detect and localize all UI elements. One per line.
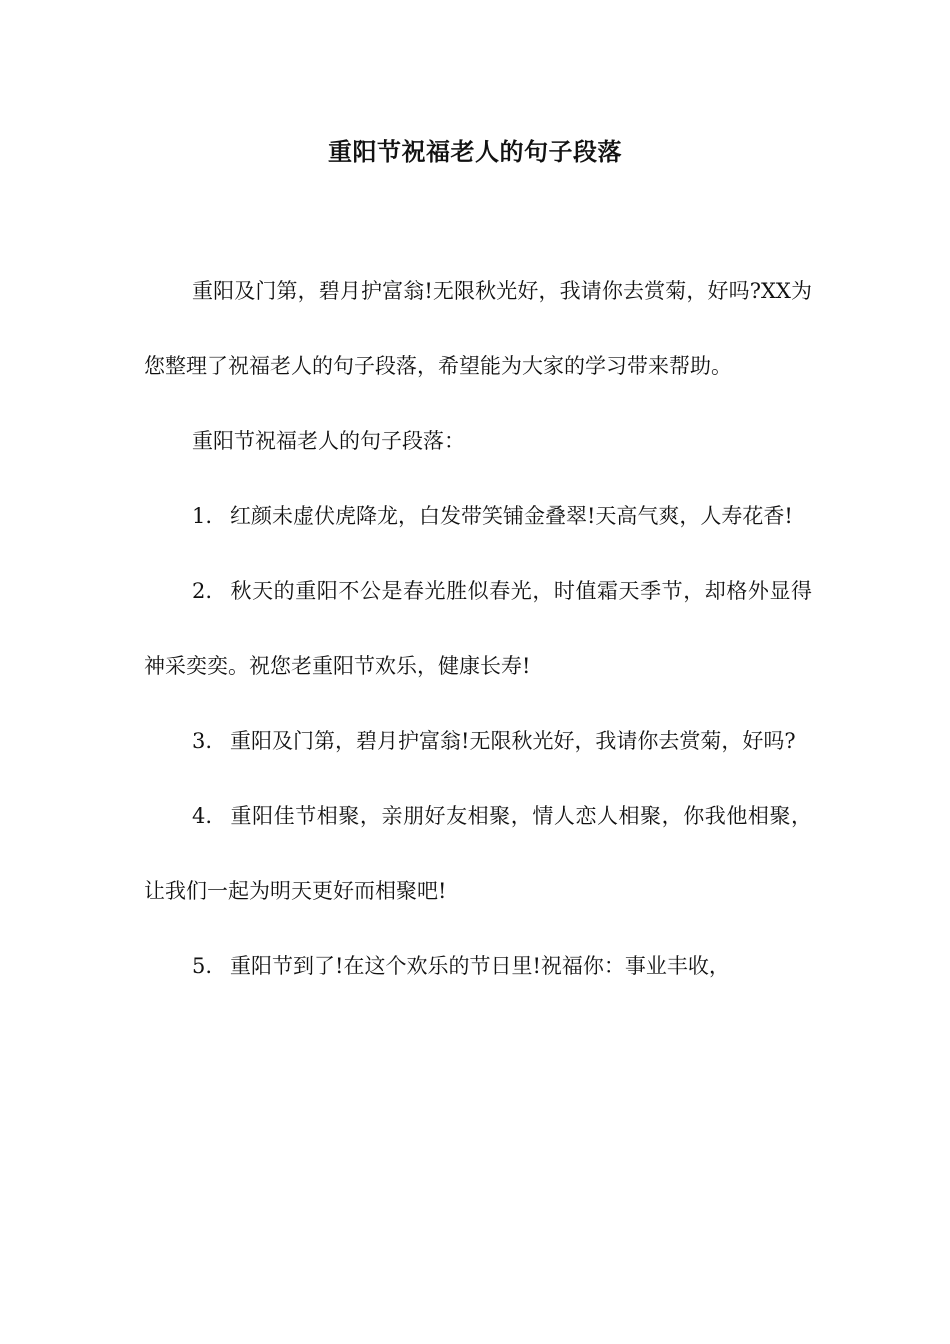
document-body [144, 254, 812, 1004]
list-item-number: 3. [192, 729, 213, 753]
document-title: 重阳节祝福老人的句子段落 [328, 137, 622, 166]
list-item-number: 4. [192, 804, 213, 828]
section-heading: 重阳节祝福老人的句子段落： [192, 429, 465, 453]
list-item [144, 479, 812, 554]
intro-paragraph: 重阳及门第，碧月护富翁!无限秋光好，我请你去赏菊，好吗?XX为您整理了祝福老人的句子段落，希望能为大家的学习带来帮助。 [144, 279, 812, 378]
list-item-text: 重阳佳节相聚，亲朋好友相聚，情人恋人相聚，你我他相聚，让我们一起为明天更好而相聚吧! [144, 804, 812, 903]
list-item-text: 重阳节到了!在这个欢乐的节日里!祝福你：事业丰收， [230, 954, 730, 978]
list-item-text: 重阳及门第，碧月护富翁!无限秋光好，我请你去赏菊，好吗? [230, 729, 796, 753]
list-item [144, 554, 812, 704]
list-item-text: 红颜未虚伏虎降龙，白发带笑铺金叠翠!天高气爽，人寿花香! [230, 504, 793, 528]
list-item-text: 秋天的重阳不公是春光胜似春光，时值霜天季节，却格外显得神采奕奕。祝您老重阳节欢乐，健康长寿! [144, 579, 812, 678]
list-item-number: 5. [192, 954, 213, 978]
list-item-number: 2. [192, 579, 213, 603]
list-item [144, 704, 812, 779]
list-item [144, 929, 812, 1004]
list-item [144, 779, 812, 929]
list-item-number: 1. [192, 504, 213, 528]
